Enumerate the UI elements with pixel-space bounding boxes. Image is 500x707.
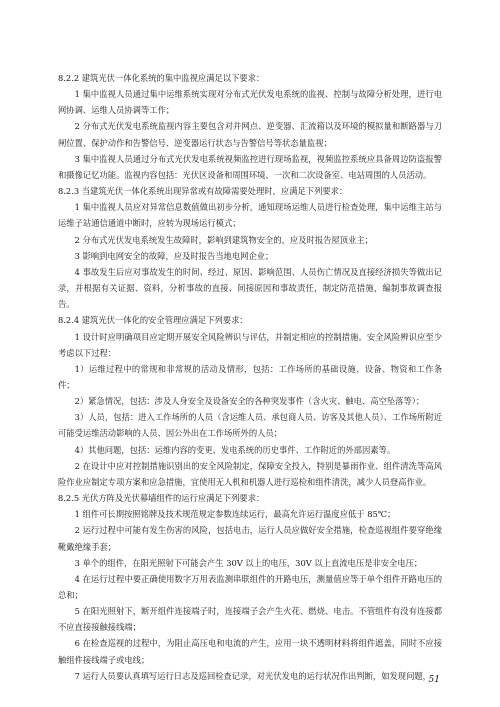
- section-heading: 8.2.4 建筑光伏一体化的安全管理应满足下列要求：: [58, 315, 248, 326]
- section-heading: 8.2.5 光伏方阵及光伏幕墙组件的运行应满足下列要求：: [58, 493, 265, 504]
- clause-paragraph: 7 运行人员要认真填写运行日志及巡回检查记录，对光伏发电的运行状况作出判断，如发现问题，: [74, 670, 431, 681]
- clause-paragraph: 2 在设计中应对控制措施识别出的安全风险制定，保障安全投入，特别是暴雨作业、组件清洗等高风险作业应制定专项方案和应急措施，宜使用无人机和机器人进行巡检和组件清洗，减少人员登高作业。: [58, 460, 442, 487]
- clause-paragraph: 3 集中监视人员通过分布式光伏发电系统视频监控进行现场监视，视频监控系统应具备周边防盗报警和摄像记忆功能。监视内容包括：光伏区设备和周围环境、一次和二次设备室、电站周围的人员活动。: [58, 153, 442, 180]
- clause-paragraph: 2）紧急情况，包括：涉及人身安全及设备安全的各种突发事件（含火灾、触电、高空坠落等）；: [74, 396, 425, 407]
- clause-paragraph: 1 设计时应明确项目应定期开展安全风险辨识与评估，并制定相应的控制措施。安全风险辨识应至少考虑以下过程：: [58, 331, 442, 358]
- clause-paragraph: 4 事故发生后应对事故发生的时间、经过、原因、影响范围、人员伤亡情况及直接经济损失等做出记录，并根据有关证据、资料，分析事故的直接、间接原因和事故责任，制定防范措施，编制事故调查报告。: [58, 266, 442, 310]
- clause-paragraph: 5 在阳光照射下，断开组件连接端子时，连接端子会产生火花、燃烧、电击。不管组件有没有连接都不应直接接触接线端；: [58, 606, 442, 633]
- clause-paragraph: 1）运维过程中的常规和非常规的活动及情形，包括：工作场所的基础设施、设备、物资和工作条件；: [58, 363, 442, 390]
- clause-paragraph: 3 单个的组件，在阳光照射下可能会产生 30V 以上的电压，30V 以上直流电压是非安全电压；: [74, 557, 423, 568]
- page-number: 51: [428, 675, 440, 685]
- clause-paragraph: 3）人员，包括：进入工作场所的人员（含运维人员、承包商人员、访客及其他人员）、工作场所附近可能受运维活动影响的人员、因公外出在工作场所外的人员；: [58, 412, 442, 439]
- section-heading: 8.2.2 建筑光伏一体化系统的集中监视应满足以下要求：: [58, 73, 265, 83]
- clause-paragraph: 4 在运行过程中要正确使用数字万用表监测串联组件的开路电压，测量值应等于单个组件开路电压的总和；: [58, 573, 442, 600]
- clause-paragraph: 2 分布式光伏发电系统发生故障时，影响到建筑物安全的，应及时报告屋顶业主；: [74, 234, 373, 245]
- section-heading: 8.2.3 当建筑光伏一体化系统出现异常或有故障需要处理时，应满足下列要求：: [58, 186, 348, 197]
- clause-paragraph: 6 在检查巡视的过程中，为阻止高压电和电流的产生，应用一块不透明材料将组件遮盖，同时不应接触组件接线端子或电线；: [58, 638, 442, 665]
- clause-paragraph: 2 分布式光伏发电系统监视内容主要包含对并网点、逆变器、汇流箱以及环境的模拟量和断路器与刀闸位置、保护动作和告警信号、逆变器运行状态与告警信号等状态量监视；: [58, 121, 442, 148]
- clause-paragraph: 1 组件可长期按照铭牌及技术规范规定参数连续运行，最高允许运行温度应低于 85℃；: [74, 509, 396, 520]
- document-body: [58, 70, 442, 684]
- clause-paragraph: 1 集中监视人员通过集中运维系统实现对分布式光伏发电系统的监视、控制与故障分析处理，进行电网协调、运维人员协调等工作；: [58, 89, 442, 116]
- clause-paragraph: 4）其他问题，包括：运维内容的变更、发电系统的历史事件、工作附近的外部因素等。: [74, 444, 396, 455]
- clause-paragraph: 1 集中监视人员应对异常信息数值做出初步分析，通知现场运维人员进行检查处理，集中运维主站与运维子站通信通道中断时，应转为现场运行模式；: [58, 202, 442, 229]
- clause-paragraph: 3 影响到电网安全的故障，应及时报告当地电网企业；: [74, 250, 274, 261]
- clause-paragraph: 2 运行过程中可能有发生伤害的风险，包括电击，运行人员应做好安全措施，检查巡视组件要穿绝缘靴戴绝缘手套；: [58, 525, 442, 552]
